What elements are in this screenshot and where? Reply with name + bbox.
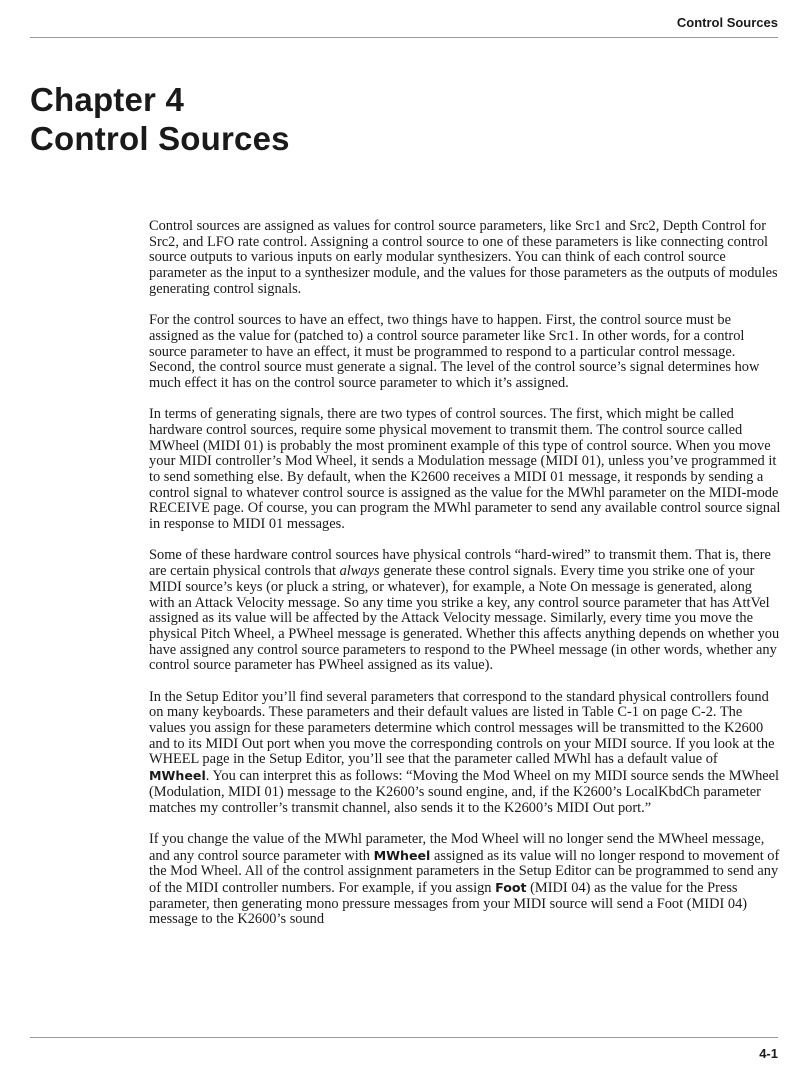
parameter-value: MWheel bbox=[149, 768, 206, 784]
footer-rule bbox=[30, 1037, 778, 1038]
text-run: If you change the value of the MWhl parameter, the Mod Wheel will no longer send the MWheel message, and any control source parameter with bbox=[149, 830, 765, 864]
chapter-title: Control Sources bbox=[30, 120, 290, 157]
paragraph-hard-wired bbox=[149, 548, 781, 674]
paragraph-intro: Control sources are assigned as values for control source parameters, like Src1 and Src2, Depth Control for Src2, and LFO rate control. Assigning a control source to one of these parameters is like connecting control source outputs to various inputs on early modular synthesizers. You can think of each control source parameter as the input to a synthesizer module, and the values for those parameters as the outputs of modules generating control signals. bbox=[149, 218, 778, 297]
paragraph-change-value bbox=[149, 832, 781, 928]
parameter-value: Foot bbox=[495, 879, 527, 895]
paragraph-setup-editor bbox=[149, 690, 781, 817]
body-text bbox=[149, 219, 781, 944]
paragraph-effect: For the control sources to have an effect, two things have to happen. First, the control source must be assigned as the value for (patched to) a control source parameter like Src1. In other words, for a control source parameter to have an effect, it must be programmed to respond to a particular control message. Second, the control source must generate a signal. The level of the control source’s signal determines how much effect it has on the control source parameter to which it’s assigned. bbox=[149, 312, 760, 391]
text-run: generate these control signals. Every time you strike one of your MIDI source’s keys (or pluck a string, or whatever), for example, a Note On message is generated, along with an Attack Velocity message. So any time you strike a key, any control source parameter that has AttVel assigned as its value will be affected by the Attack Velocity message. Similarly, every time you move the physical Pitch Wheel, a PWheel message is generated. Whether this affects anything depends on whether you have assigned any control source parameters to respond to the PWheel message (in other words, whether any control source parameter has PWheel assigned as its value). bbox=[149, 563, 780, 674]
page-number: 4-1 bbox=[759, 1046, 778, 1061]
text-run: Some of these hardware control sources have physical controls “hard-wired” to transmit them. That is, there are certain physical controls that bbox=[149, 547, 771, 580]
text-run: In the Setup Editor you’ll find several parameters that correspond to the standard physical controllers found on many keyboards. These parameters and their default values are listed in Table C-1 on page C-2. The values you assign for these parameters determine which control messages will be transmitted to the K2600 and to its MIDI Out port when you move the corresponding controls on your MIDI source. If you look at the WHEEL page in the Setup Editor, you’ll see that the parameter called MWhl has a default value of bbox=[149, 688, 775, 768]
text-run: assigned as its value will no longer respond to movement of the Mod Wheel. All of the control assignment parameters in the Setup Editor can be programmed to send any of the MIDI controller numbers. For example, if you assign bbox=[149, 847, 780, 896]
running-header-title: Control Sources bbox=[676, 15, 778, 30]
paragraph-hardware-sources: In terms of generating signals, there are two types of control sources. The first, which might be called hardware control sources, require some physical movement to transmit them. The control source called MWheel (MIDI 01) is probably the most prominent example of this type of control source. When you move your MIDI controller’s Mod Wheel, it sends a Modulation message (MIDI 01), unless you’ve programmed it to send something else. By default, when the K2600 receives a MIDI 01 message, it responds by sending a control signal to whatever control source is assigned as the value for the MWhl parameter on the MIDI-mode RECEIVE page. Of course, you can program the MWhl parameter to send any available control source signal in response to MIDI 01 messages. bbox=[149, 406, 781, 533]
chapter-heading bbox=[30, 80, 290, 158]
emphasis-text: always bbox=[339, 563, 380, 580]
parameter-value: MWheel bbox=[373, 847, 431, 863]
chapter-number: Chapter 4 bbox=[30, 81, 185, 118]
text-run: (MIDI 04) as the value for the Press parameter, then generating mono pressure messages from your MIDI source will send a Foot (MIDI 04) message to the K2600’s sound bbox=[149, 879, 748, 928]
header-rule bbox=[30, 37, 778, 38]
text-run: . You can interpret this as follows: “Moving the Mod Wheel on my MIDI source sends the MWheel (Modulation, MIDI 01) message to the K2600’s sound engine, and, if the K2600’s LocalKbdCh parameter matches my controller’s transmit channel, also sends it to the K2600’s MIDI Out port.” bbox=[149, 768, 780, 816]
